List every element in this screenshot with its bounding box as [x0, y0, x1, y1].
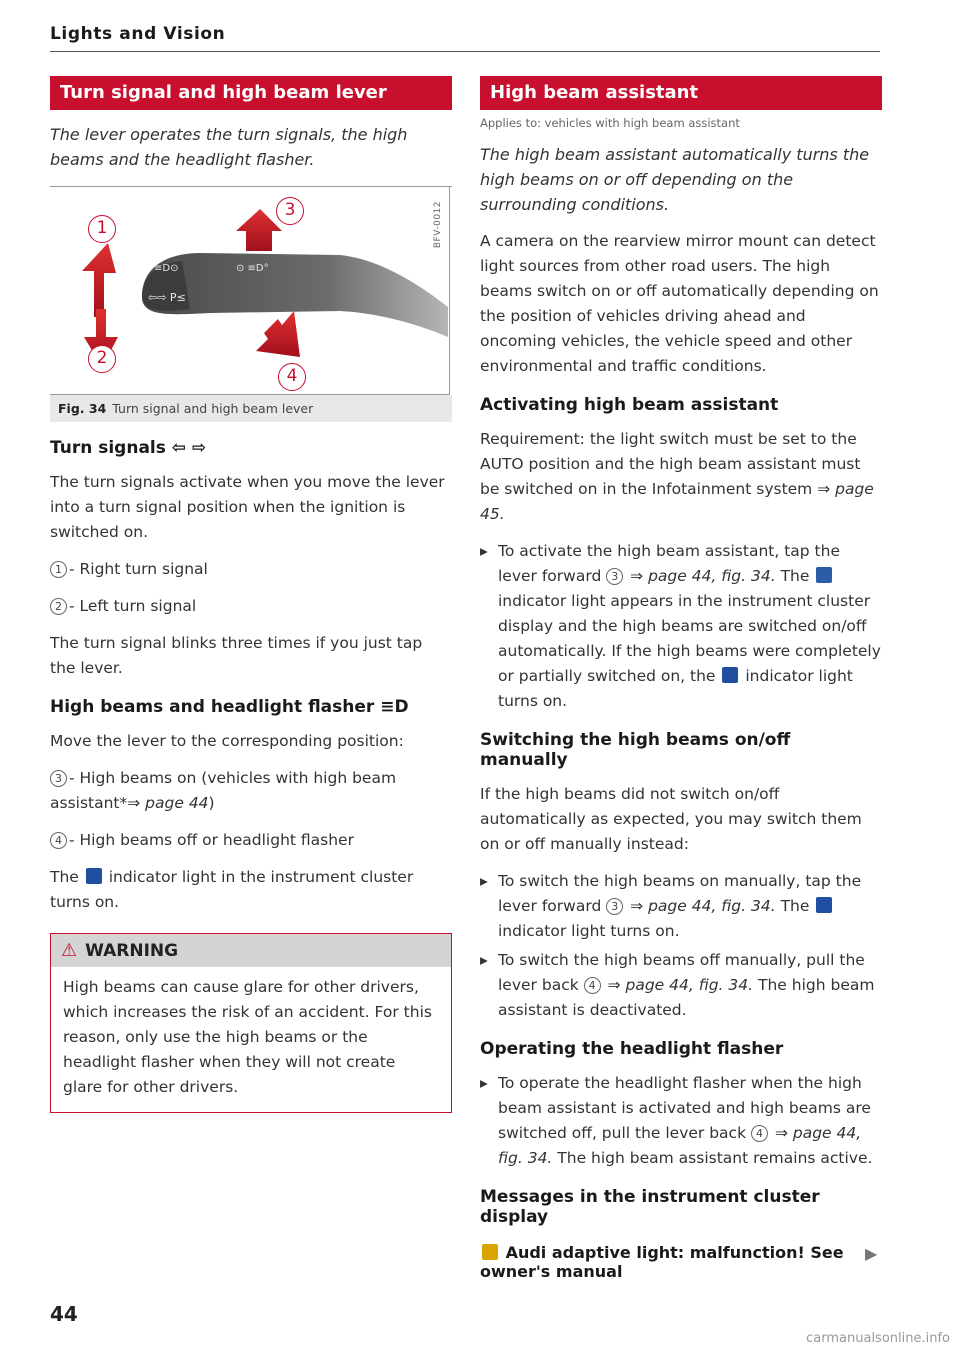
svg-text:⇦⇨ P≤: ⇦⇨ P≤: [148, 291, 186, 304]
item-3-close: ): [208, 794, 215, 812]
indicator-text-b: indicator light in the instrument cluster turns on.: [50, 868, 414, 911]
activate-step: [480, 539, 882, 714]
item-high-beams-on: [50, 766, 452, 816]
warning-body: High beams can cause glare for other drivers, which increases the risk of an accident. For this reason, only use the high beams or the headlight flasher when they will not create glare for other drivers.: [63, 978, 432, 1096]
requirement-text-a: Requirement: the light switch must be set to the AUTO position and the high beam assistant must be switched on in the Infotainment system: [480, 430, 861, 498]
page-number: 44: [50, 1302, 78, 1326]
warning-title: WARNING: [85, 941, 179, 961]
applies-to: Applies to: vehicles with high beam assistant: [480, 116, 740, 130]
callout-4: 4: [278, 363, 306, 391]
figure-caption: [50, 395, 452, 422]
number-4-icon: 4: [751, 1125, 768, 1142]
camera-text: A camera on the rearview mirror mount can detect light sources from other road users. The high beams switch on or off automatically depending on the position of vehicles driving ahead and oncoming vehicles, the vehicle speed and other environmental and traffic conditions.: [480, 232, 879, 375]
heading-activating: Activating high beam assistant: [480, 395, 779, 415]
intro-text: The lever operates the turn signals, the high beams and the headlight flasher.: [50, 125, 408, 169]
heading-manual: Switching the high beams on/off manually: [480, 730, 791, 770]
item-4-text: - High beams off or headlight flasher: [69, 831, 354, 849]
left-column: [50, 76, 452, 1113]
section-title-high-beam-assistant: High beam assistant: [480, 76, 882, 110]
arrow-up-left: [82, 243, 116, 317]
number-3-icon: 3: [606, 568, 623, 585]
manual-off-step: [480, 948, 882, 1023]
adaptive-light-warning-icon: [482, 1244, 498, 1260]
turn-signal-blink-text: The turn signal blinks three times if you just tap the lever.: [50, 634, 423, 677]
heading-high-beams: High beams and headlight flasher ≡D: [50, 697, 409, 717]
flasher-text-b: The high beam assistant remains active.: [557, 1149, 873, 1167]
auto-high-beam-indicator-icon: [816, 567, 832, 583]
right-column: [480, 76, 882, 1281]
manual-on-step: [480, 869, 882, 944]
number-3-icon: 3: [606, 898, 623, 915]
assistant-intro: The high beam assistant automatically turns the high beams on or off depending on the surrounding conditions.: [480, 145, 870, 214]
activate-text-b: The: [780, 567, 810, 585]
manual-off-text-b: The high beam assistant is deactivated.: [498, 976, 875, 1019]
page-link[interactable]: ⇒ page 44, fig. 34.: [630, 567, 776, 585]
requirement-text: [480, 427, 882, 527]
item-left-turn-text: - Left turn signal: [69, 597, 197, 615]
section-title-turn-signal: Turn signal and high beam lever: [50, 76, 452, 110]
activate-text-a: To activate the high beam assistant, tap the lever forward: [498, 542, 840, 585]
page-link[interactable]: ⇒ page 45.: [480, 480, 874, 523]
header-title: Lights and Vision: [50, 24, 226, 44]
warning-box: [50, 933, 452, 1113]
continue-arrow-icon: ▶: [865, 1244, 878, 1263]
callout-1: 1: [88, 215, 116, 243]
high-beam-indicator-icon: [816, 897, 832, 913]
svg-text:≡D⊙: ≡D⊙: [154, 263, 179, 274]
callout-3: 3: [276, 197, 304, 225]
manual-on-text-c: indicator light turns on.: [498, 922, 680, 940]
figure-code: BFV-0012: [433, 201, 443, 249]
number-2-icon: 2: [50, 598, 67, 615]
arrow-down-right: [256, 311, 300, 357]
indicator-text-a: The: [50, 868, 79, 886]
figure-label: Fig. 34: [58, 401, 107, 416]
number-3-icon: 3: [50, 770, 67, 787]
heading-messages: Messages in the instrument cluster display: [480, 1187, 820, 1227]
callout-2: 2: [88, 345, 116, 373]
message-adaptive-light: [480, 1243, 882, 1281]
high-beam-indicator-icon: [722, 667, 738, 683]
item-high-beams-off: [50, 828, 452, 853]
indicator-text: [50, 865, 452, 915]
figure-34: [50, 186, 452, 422]
high-beams-intro: Move the lever to the corresponding position:: [50, 732, 404, 750]
item-right-turn: [50, 557, 452, 582]
figure-caption-text: Turn signal and high beam lever: [112, 401, 314, 416]
page-header: [50, 24, 880, 52]
svg-text:⊙ ≡D°: ⊙ ≡D°: [236, 263, 269, 274]
flasher-step: [480, 1071, 882, 1171]
item-left-turn: [50, 594, 452, 619]
high-beam-indicator-icon: [86, 868, 102, 884]
turn-signals-text: The turn signals activate when you move the lever into a turn signal position when the ignition is switched on.: [50, 473, 445, 541]
arrow-up-right: [236, 209, 282, 251]
figure-illustration: [50, 187, 450, 395]
page-link[interactable]: ⇒ page 44: [127, 794, 209, 812]
manual-on-text-b: The: [780, 897, 810, 915]
number-1-icon: 1: [50, 561, 67, 578]
manual-text: If the high beams did not switch on/off automatically as expected, you may switch them on or off manually instead:: [480, 785, 862, 853]
page-link[interactable]: ⇒ page 44, fig. 34.: [630, 897, 776, 915]
page-link[interactable]: ⇒ page 44, fig. 34.: [498, 1124, 862, 1167]
manual-off-text-a: To switch the high beams off manually, pull the lever back: [498, 951, 865, 994]
activate-text-d: indicator light turns on.: [498, 667, 853, 710]
number-4-icon: 4: [50, 832, 67, 849]
activate-text-c: indicator light appears in the instrument cluster display and the high beams are switched on/off automatically. If the high beams were completely or partially switched on, the: [498, 592, 881, 685]
number-4-icon: 4: [584, 977, 601, 994]
item-3-text: - High beams on (vehicles with high beam assistant*: [50, 769, 397, 812]
warning-triangle-icon: ⚠: [61, 940, 78, 961]
item-right-turn-text: - Right turn signal: [69, 560, 208, 578]
page-link[interactable]: ⇒ page 44, fig. 34.: [607, 976, 754, 994]
manual-on-text-a: To switch the high beams on manually, tap the lever forward: [498, 872, 862, 915]
warning-header: [51, 934, 451, 967]
heading-flasher: Operating the headlight flasher: [480, 1039, 784, 1059]
message-adaptive-light-text: Audi adaptive light: malfunction! See owner's manual: [480, 1243, 844, 1281]
heading-turn-signals: Turn signals ⇦ ⇨: [50, 438, 207, 458]
watermark: carmanualsonline.info: [806, 1331, 950, 1346]
flasher-text-a: To operate the headlight flasher when the high beam assistant is activated and high beams are switched off, pull the lever back: [498, 1074, 871, 1142]
